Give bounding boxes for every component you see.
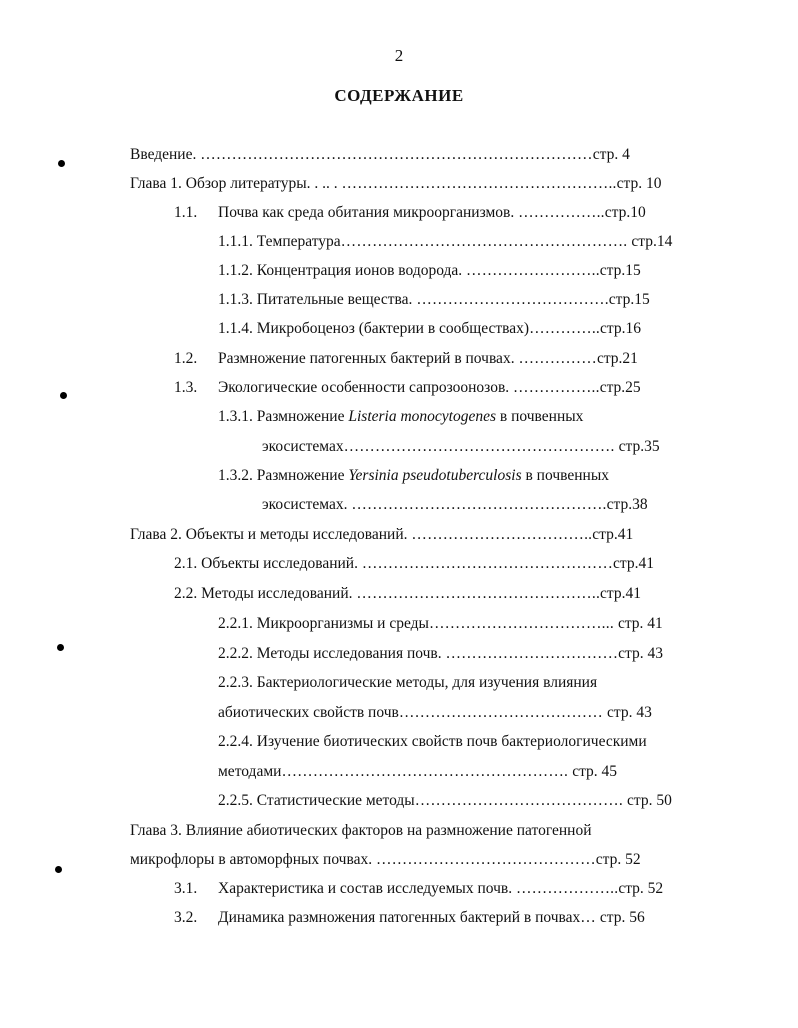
toc-entry-text: в почвенных (521, 467, 609, 484)
toc-entry (218, 232, 672, 252)
toc-page-ref: стр.16 (600, 320, 641, 337)
toc-entry (218, 732, 647, 752)
toc-entry (130, 525, 633, 545)
toc-page-ref: стр. 45 (572, 763, 618, 780)
toc-entry-italic: Yersinia pseudotuberculosis (348, 467, 522, 484)
toc-leader-dots: …………………….. (466, 262, 600, 279)
toc-entry (174, 879, 663, 899)
toc-page-ref: стр. 10 (616, 175, 662, 192)
toc-entry-text: Глава 3. Влияние абиотических факторов на размножение патогенной (130, 822, 592, 839)
toc-entry-text: 2.2.3. Бактериологические методы, для изучения влияния (218, 674, 598, 691)
toc-entry-italic: Listeria monocytogenes (348, 408, 497, 425)
toc-entry-text: 2.1. Объекты исследований. (174, 555, 362, 572)
toc-leader-dots: ………….. (529, 320, 601, 337)
toc-page-ref: стр.15 (599, 262, 641, 279)
toc-leader-dots: …………… (518, 350, 597, 367)
toc-entry (130, 145, 630, 165)
toc-leader-dots: ………………………………………… (361, 555, 614, 572)
toc-leader-dots: ………………………………… (398, 704, 607, 721)
toc-leader-dots: … (580, 909, 596, 926)
toc-entry-number: 1.2. (174, 350, 198, 367)
toc-leader-dots: ……………………………... (428, 615, 618, 632)
toc-page-ref: стр. 43 (618, 645, 663, 662)
toc-entry-number: 3.1. (174, 880, 198, 897)
toc-entry-text: 2.2.5. Статистические методы (218, 792, 415, 809)
toc-page-ref: стр.35 (618, 438, 660, 455)
toc-entry-number: 3.2. (174, 909, 198, 926)
toc-leader-dots: ………………………………………………………………… (200, 146, 593, 163)
page-number: 2 (394, 46, 404, 65)
toc-entry (218, 644, 663, 664)
toc-leader-dots: ………………………………………………. (281, 763, 573, 780)
toc-entry-text: экосистемах. (262, 496, 352, 513)
toc-entry-text: 2.2.2. Методы исследования почв. (218, 645, 446, 662)
toc-entry (218, 703, 652, 723)
toc-entry (174, 349, 638, 369)
toc-leader-dots: …………….. (513, 379, 600, 396)
toc-entry (174, 584, 641, 604)
margin-dot-mark (60, 392, 67, 399)
toc-entry (218, 290, 650, 310)
toc-entry (218, 762, 617, 782)
toc-entry-text: 1.1.4. Микробоценоз (бактерии в сообществах) (218, 320, 530, 337)
toc-entry (218, 261, 641, 281)
toc-entry (218, 466, 609, 486)
toc-entry-text: Глава 1. Обзор литературы. . .. . (130, 175, 342, 192)
toc-entry (218, 673, 597, 693)
toc-entry-text: 1.3.2. Размножение (218, 467, 349, 484)
toc-leader-dots: …………………………………………….. (341, 175, 617, 192)
toc-entry (174, 378, 641, 398)
toc-page-ref: стр.25 (599, 379, 641, 396)
toc-entry (218, 614, 663, 634)
toc-entry (130, 850, 641, 870)
toc-entry-text: 2.2.4. Изучение биотических свойств почв бактериологическими (218, 733, 647, 750)
toc-entry-text: 1.1.1. Температура (218, 233, 341, 250)
toc-entry (218, 319, 641, 339)
toc-entry-text: 2.2. Методы исследований. (174, 585, 357, 602)
toc-entry-text: Введение. (130, 146, 201, 163)
toc-leader-dots: …………….. (518, 204, 605, 221)
toc-entry-text: Размножение патогенных бактерий в почвах. (218, 350, 519, 367)
toc-page-ref: стр. 43 (607, 704, 652, 721)
toc-entry (218, 791, 672, 811)
toc-entry-number: 1.1. (174, 204, 198, 221)
margin-dot-mark (57, 644, 64, 651)
margin-dot-mark (55, 866, 62, 873)
toc-page-ref: стр. 52 (618, 880, 664, 897)
toc-page-ref: стр. 52 (595, 851, 641, 868)
toc-page-ref: стр.41 (592, 526, 634, 543)
toc-entry (262, 495, 648, 515)
toc-entry-text: экосистемах (262, 438, 344, 455)
margin-dot-mark (58, 160, 65, 167)
toc-leader-dots: …………………………… (445, 645, 619, 662)
toc-leader-dots: ………………………………. (416, 291, 609, 308)
toc-entry-text: 2.2.1. Микроорганизмы и среды (218, 615, 429, 632)
toc-entry-text: микрофлоры в автоморфных почвах. (130, 851, 376, 868)
toc-entry-text: 1.1.3. Питательные вещества. (218, 291, 417, 308)
toc-entry-text: Глава 2. Объекты и методы исследований. (130, 526, 412, 543)
toc-page-ref: стр.41 (600, 585, 641, 602)
toc-entry (174, 554, 654, 574)
toc-leader-dots: …………………………….. (411, 526, 593, 543)
toc-entry (130, 821, 592, 841)
toc-page-ref: стр. 50 (626, 792, 672, 809)
toc-leader-dots: ……………………………………………. (343, 438, 619, 455)
toc-entry (174, 203, 646, 223)
toc-entry-number: 1.3. (174, 379, 198, 396)
toc-entry-text: Экологические особенности сапрозоонозов. (218, 379, 514, 396)
toc-entry (130, 174, 661, 194)
toc-entry-text: Характеристика и состав исследуемых почв. (218, 880, 516, 897)
toc-entry-text: методами (218, 763, 282, 780)
toc-entry (218, 407, 583, 427)
toc-page-ref: стр. 56 (595, 909, 645, 926)
toc-leader-dots: ……………………………………….. (356, 585, 601, 602)
toc-page-ref: стр. 41 (617, 615, 663, 632)
toc-leader-dots: ………………………………………………. (340, 233, 632, 250)
toc-leader-dots: …………………………………… (375, 851, 596, 868)
toc-entry (174, 908, 645, 928)
toc-leader-dots: …………………………………. (414, 792, 627, 809)
toc-entry-text: 1.1.2. Концентрация ионов водорода. (218, 262, 467, 279)
toc-entry-text: 1.3.1. Размножение (218, 408, 349, 425)
toc-entry-text: абиотических свойств почв (218, 704, 399, 721)
toc-entry (262, 437, 660, 457)
toc-page-ref: стр.14 (631, 233, 673, 250)
toc-entry-text: в почвенных (496, 408, 584, 425)
toc-leader-dots: ……………….. (515, 880, 619, 897)
toc-page-ref: стр.41 (613, 555, 655, 572)
toc-entry-text: Динамика размножения патогенных бактерий в почвах (218, 909, 581, 926)
toc-page-ref: стр.38 (606, 496, 648, 513)
toc-page-ref: стр.10 (604, 204, 646, 221)
toc-page-ref: стр.15 (608, 291, 650, 308)
document-title: СОДЕРЖАНИЕ (334, 86, 464, 105)
toc-page-ref: стр. 4 (592, 146, 630, 163)
toc-page-ref: стр.21 (596, 350, 638, 367)
toc-entry-text: Почва как среда обитания микроорганизмов. (218, 204, 519, 221)
toc-leader-dots: …………………………………………. (351, 496, 607, 513)
